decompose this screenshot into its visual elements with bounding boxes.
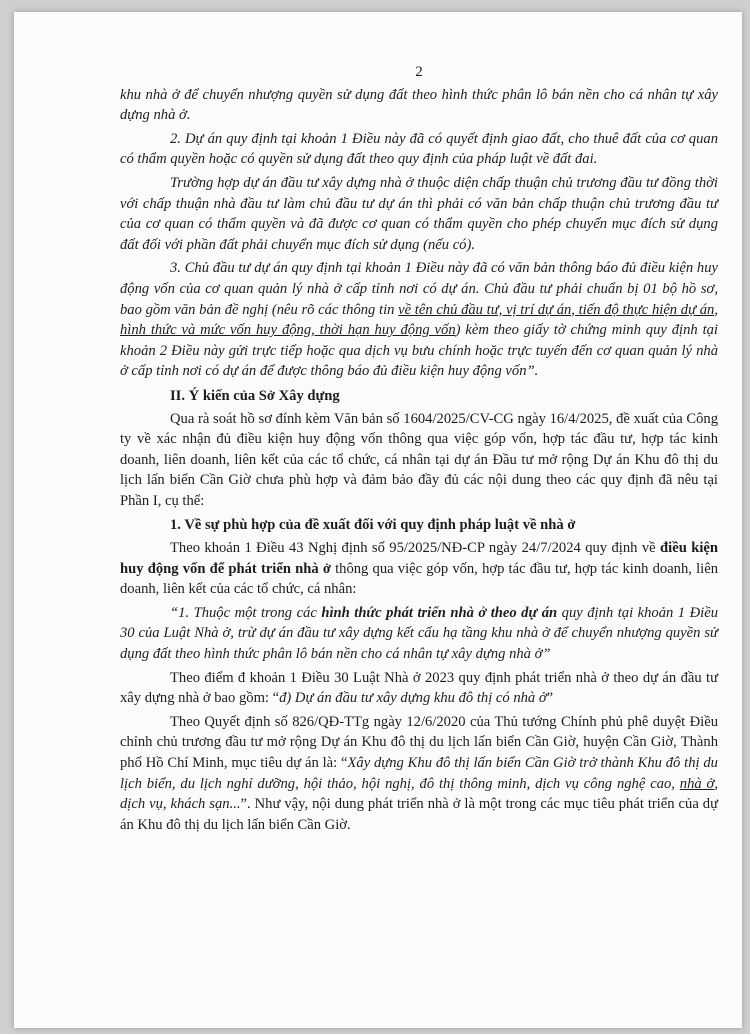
- quote-paragraph: “1. Thuộc một trong các hình thức phát triển nhà ở theo dự án quy định tại khoản 1 Điều 30 của Luật Nhà ở, trừ dự án đầu tư xây dựng kết cấu hạ tầng khu nhà ở để chuyển nhượng quyền sử dụng đất theo hình thức phân lô bán nền cho cá nhân tự xây dựng nhà ở”: [120, 604, 718, 663]
- body-paragraph: Qua rà soát hồ sơ đính kèm Văn bản số 1604/2025/CV-CG ngày 16/4/2025, đề xuất của Công ty về xác nhận đủ điều kiện huy động vốn thông qua việc góp vốn, hợp tác đầu tư, hợp tác kinh doanh, liên doanh, liên kết của các tổ chức, cá nhân tại dự án Đầu tư mở rộng Dự án Khu đô thị du lịch lấn biển Cần Giờ chưa phù hợp và đảm bảo đầy đủ các nội dung theo các quy định đã nêu tại Phần I, cụ thể:: [120, 410, 718, 509]
- underlined-text: nhà ở: [679, 775, 715, 792]
- underlined-text: về tên chủ đầu tư, vị trí dự án, tiến độ thực hiện dự án, hình thức và mức vốn huy động, thời hạn huy động vốn: [120, 301, 718, 339]
- body-paragraph: Theo khoản 1 Điều 43 Nghị định số 95/2025/NĐ-CP ngày 24/7/2024 quy định về điều kiện huy động vốn để phát triển nhà ở thông qua việc góp vốn, hợp tác đầu tư, hợp tác kinh doanh, liên doanh, liên kết của các tổ chức, cá nhân:: [120, 540, 718, 598]
- body-paragraph: Theo Quyết định số 826/QĐ-TTg ngày 12/6/2020 của Thủ tướng Chính phủ phê duyệt Điều chỉnh chủ trương đầu tư mở rộng Dự án Khu đô thị du lịch lấn biển Cần Giờ, huyện Cần Giờ, Thành phố Hồ Chí Minh, mục tiêu dự án là: “Xây dựng Khu đô thị lấn biển Cần Giờ trở thành Khu đô thị du lịch biển, du lịch nghỉ dưỡng, hội thảo, hội nghị, đô thị thông minh, dịch vụ công nghệ cao, nhà ở, dịch vụ, khách sạn...”. Như vậy, nội dung phát triển nhà ở là một trong các mục tiêu phát triển của dự án Khu đô thị du lịch lấn biển Cần Giờ.: [120, 713, 719, 833]
- section-heading: II. Ý kiến của Sở Xây dựng: [170, 387, 340, 404]
- quote-paragraph: 2. Dự án quy định tại khoản 1 Điều này đã có quyết định giao đất, cho thuê đất của cơ quan có thẩm quyền hoặc có quyền sử dụng đất theo quy định của pháp luật về đất đai.: [120, 130, 718, 168]
- bold-text: điều kiện huy động vốn để phát triển nhà ở: [120, 540, 718, 577]
- body-paragraph: Theo điểm đ khoản 1 Điều 30 Luật Nhà ở 2023 quy định phát triển nhà ở theo dự án đầu tư xây dựng nhà ở bao gồm: “đ) Dự án đầu tư xây dựng khu đô thị có nhà ở”: [120, 669, 718, 707]
- bold-text: hình thức phát triển nhà ở theo dự án: [321, 604, 558, 621]
- quote-paragraph: 3. Chủ đầu tư dự án quy định tại khoản 1 Điều này đã có văn bản thông báo đủ điều kiện huy động vốn của cơ quan quản lý nhà ở cấp tỉnh nơi có dự án. Chủ đầu tư phải chuẩn bị 01 bộ hồ sơ, bao gồm văn bản đề nghị (nêu rõ các thông tin về tên chủ đầu tư, vị trí dự án, tiến độ thực hiện dự án, hình thức và mức vốn huy động, thời hạn huy động vốn) kèm theo giấy tờ chứng minh quy định tại khoản 2 Điều này gửi trực tiếp hoặc qua dịch vụ bưu chính hoặc trực tuyến đến cơ quan quản lý nhà ở cấp tỉnh nơi có dự án để được thông báo đủ điều kiện huy động vốn”.: [120, 260, 718, 380]
- page-content: [120, 62, 718, 838]
- quote-paragraph: Trường hợp dự án đầu tư xây dựng nhà ở thuộc diện chấp thuận chủ trương đầu tư đồng thời với chấp thuận nhà đầu tư làm chủ đầu tư dự án thì phải có văn bản chấp thuận chủ trương đầu tư của cơ quan có thẩm quyền và đã được cơ quan có thẩm quyền cho phép chuyển mục đích sử dụng đất đối với phần đất phải chuyển mục đích sử dụng (nếu có).: [120, 174, 718, 253]
- document-page: [14, 12, 742, 1028]
- quote-paragraph: khu nhà ở để chuyển nhượng quyền sử dụng đất theo hình thức phân lô bán nền cho cá nhân tự xây dựng nhà ở.: [120, 86, 718, 124]
- sub-heading: 1. Về sự phù hợp của đề xuất đối với quy định pháp luật về nhà ở: [170, 517, 576, 534]
- page-number: 2: [415, 64, 423, 80]
